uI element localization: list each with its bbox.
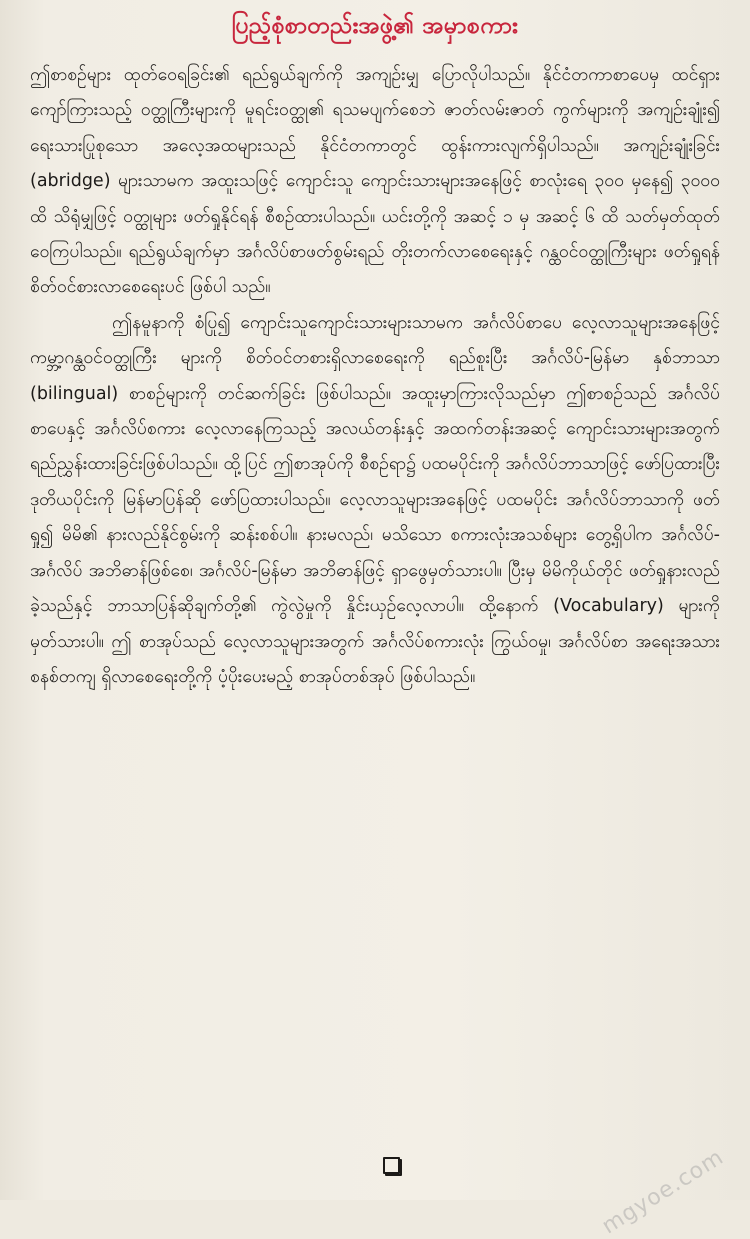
paragraph-1: ဤစာစဉ်များ ထုတ်ဝေရခြင်း၏ ရည်ရွယ်ချက်ကို အကျဉ်းမျှ ပြောလိုပါသည်။ နိုင်ငံတကာစာပေမှ ထင်ရှားကျော်ကြားသည့် ဝတ္ထုကြီးများကို မူရင်းဝတ္ထု၏ ရသမပျက်စေဘဲ ဇာတ်လမ်းဇာတ် ကွက်များကို အကျဉ်းချုံး၍ ရေးသားပြုစုသော အလေ့အထများသည် နိုင်ငံတကာတွင် ထွန်းကားလျက်ရှိပါသည်။ အကျဉ်းချုံးခြင်း (abridge) များသာမက အထူးသဖြင့် ကျောင်းသူ ကျောင်းသားများအနေဖြင့် စာလုံးရေ ၃၀၀ မှနေ၍ ၃၀၀၀ ထိ သိရုံမျှဖြင့် ဝတ္ထုများ ဖတ်ရှုနိုင်ရန် စီစဉ်ထားပါသည်။ ယင်းတို့ကို အဆင့် ၁ မှ အဆင့် ၆ ထိ သတ်မှတ်ထုတ်ဝေကြပါသည်။ ရည်ရွယ်ချက်မှာ အင်္ဂလိပ်စာဖတ်စွမ်းရည် တိုးတက်လာစေရေးနှင့် ဂန္ထဝင်ဝတ္ထုကြီးများ ဖတ်ရှုရန် စိတ်ဝင်စားလာစေရေးပင် ဖြစ်ပါ သည်။ [30,65,720,298]
end-square-icon [383,1157,400,1174]
watermark: mgyoe.com [597,1144,728,1239]
paragraph-2: ဤနမူနာကို စံပြု၍ ကျောင်းသူကျောင်းသားများသာမက အင်္ဂလိပ်စာပေ လေ့လာသူများအနေဖြင့် ကမ္ဘာ့ဂန္ထဝင်ဝတ္ထုကြီး များကို စိတ်ဝင်တစားရှိလာစေရေးကို ရည်စူးပြီး အင်္ဂလိပ်-မြန်မာ နှစ်ဘာသာ (bilingual) စာစဉ်များကို တင်ဆက်ခြင်း ဖြစ်ပါသည်။ အထူးမှာကြားလိုသည်မှာ ဤစာစဉ်သည် အင်္ဂလိပ်စာပေနှင့် အင်္ဂလိပ်စကား လေ့လာနေကြသည့် အလယ်တန်းနှင့် အထက်တန်းအဆင့် ကျောင်းသားများအတွက် ရည်ညွှန်းထားခြင်းဖြစ်ပါသည်။ ထို့ပြင် ဤစာအုပ်ကို စီစဉ်ရာ၌ ပထမပိုင်းကို အင်္ဂလိပ်ဘာသာဖြင့် ဖော်ပြထားပြီး ဒုတိယပိုင်းကို မြန်မာပြန်ဆို ဖော်ပြထားပါသည်။ လေ့လာသူများအနေဖြင့် ပထမပိုင်း အင်္ဂလိပ်ဘာသာကို ဖတ်ရှု၍ မိမိ၏ နားလည်နိုင်စွမ်းကို ဆန်းစစ်ပါ။ နားမလည်၊ မသိသော စကားလုံးအသစ်များ တွေ့ရှိပါက အင်္ဂလိပ်-အင်္ဂလိပ် အဘိဓာန်ဖြစ်စေ၊ အင်္ဂလိပ်-မြန်မာ အဘိဓာန်ဖြင့် ရှာဖွေမှတ်သားပါ။ ပြီးမှ မိမိကိုယ်တိုင် ဖတ်ရှုနားလည်ခဲ့သည်နှင့် ဘာသာပြန်ဆိုချက်တို့၏ ကွဲလွဲမှုကို နှိုင်းယှဉ်လေ့လာပါ။ ထို့နောက် (Vocabulary) များကို မှတ်သားပါ။ ဤ စာအုပ်သည် လေ့လာသူများအတွက် အင်္ဂလိပ်စကားလုံး ကြွယ်ဝမှု၊ အင်္ဂလိပ်စာ အရေးအသား စနစ်တကျ ရှိလာစေရေးတို့ကို ပံ့ပိုးပေးမည့် စာအုပ်တစ်အုပ် ဖြစ်ပါသည်။ [30,312,720,687]
body-text [30,58,720,695]
page-title: ပြည့်စုံစာတည်းအဖွဲ့၏ အမှာစကား [231,13,519,39]
